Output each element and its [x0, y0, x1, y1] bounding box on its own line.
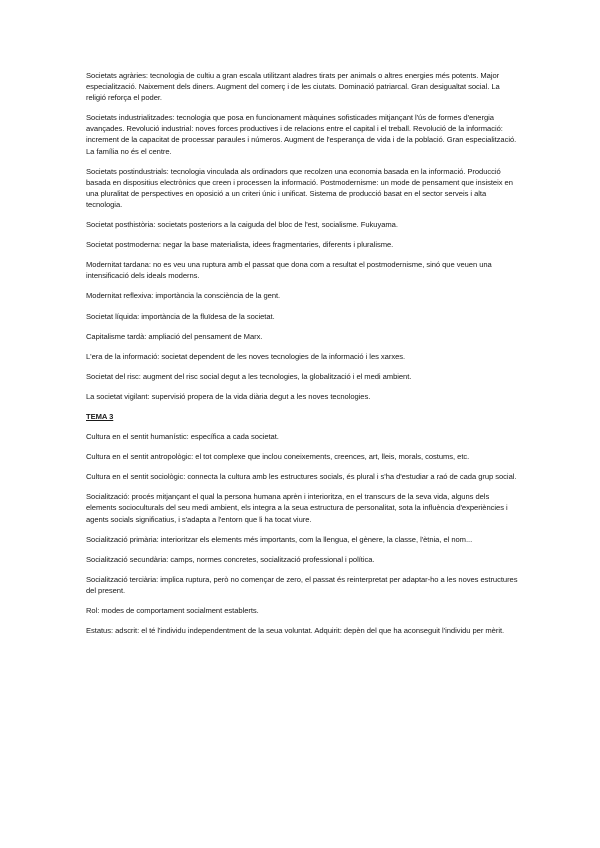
paragraph-societat-posthistoria: Societat posthistòria: societats posteriors a la caiguda del bloc de l'est, socialisme. Fukuyama.	[86, 220, 398, 230]
paragraph-rol: Rol: modes de comportament socialment establerts.	[86, 606, 259, 615]
paragraph-societat-vigilant: La societat vigilant: supervisió propera de la vida diària degut a les noves tecnologies.	[86, 391, 371, 401]
paragraph-socialitzacio: Socialització: procés mitjançant el qual la persona humana aprèn i interioritza, en el transcurs de la seva vida, alguns dels elements socioculturals del seu medi ambient, els integra a la seua estructura de personalitat, sota la influència d'experiències i agents socials significatius, i s'adapta a l'entorn que li ha tocat viure.	[86, 492, 508, 524]
paragraph-capitalisme-tarda: Capitalisme tardà: ampliació del pensament de Marx.	[86, 331, 263, 341]
document-body	[86, 70, 518, 645]
paragraph-estatus: Estatus: adscrit: el té l'individu independentment de la seua voluntat. Adquirit: depèn del que ha aconseguit l'individu per mèrit.	[86, 626, 505, 636]
paragraph-cultura-sociologic: Cultura en el sentit sociològic: connecta la cultura amb les estructures socials, és plural i s'ha d'estudiar a raó de cada grup social.	[86, 472, 517, 482]
paragraph-societat-liquida: Societat líquida: importància de la fluïdesa de la societat.	[86, 311, 275, 321]
paragraph-societats-postindustrials: Societats postindustrials: tecnologia vinculada als ordinadors que recolzen una economia basada en la informació. Producció basada en dispositius electrònics que creen i processen la informació. Postmodernisme: un mode de pensament que insisteix en una pluralitat de perspectives en oposició a un criteri únic i unificat. Sistema de producció basat en el sector serveis i alta tecnologia.	[86, 166, 513, 209]
paragraph-socialitzacio-primaria: Socialització primària: interioritzar els elements més importants, com la llengua, el gènere, la classe, l'ètnia, el nom...	[86, 534, 473, 544]
paragraph-societat-risc: Societat del risc: augment del risc social degut a les tecnologies, la globalització i el medi ambient.	[86, 371, 412, 381]
paragraph-modernitat-tardana: Modernitat tardana: no es veu una ruptura amb el passat que dona com a resultat el postmodernisme, sinó que veuen una intensificació dels ideals moderns.	[86, 260, 492, 281]
paragraph-cultura-humanistic: Cultura en el sentit humanístic: específica a cada societat.	[86, 432, 279, 442]
section-heading: TEMA 3	[86, 411, 114, 421]
paragraph-cultura-antropologic: Cultura en el sentit antropològic: el tot complexe que inclou coneixements, creences, art, lleis, morals, costums, etc.	[86, 452, 470, 462]
paragraph-societat-postmoderna: Societat postmoderna: negar la base materialista, idees fragmentaries, diferents i pluralisme.	[86, 240, 394, 250]
paragraph-era-informacio: L'era de la informació: societat dependent de les noves tecnologies de la informació i les xarxes.	[86, 351, 406, 361]
paragraph-societats-industrialitzades: Societats industrialitzades: tecnologia que posa en funcionament màquines sofisticades mitjançant l'ús de formes d'energia avançades. Revolució industrial: noves forces productives i de relacions entre el capital i el treball. Revolució de la informació: increment de la capacitat de processar paraules i números. Augment de l'esperança de vida i de la població. Gran especialització. La família no és el centre.	[86, 113, 517, 156]
paragraph-socialitzacio-terciaria: Socialització terciària: implica ruptura, però no començar de zero, el passat és reinterpretat per adaptar-ho a les noves estructures del present.	[86, 574, 518, 595]
paragraph-societats-agraries: Societats agràries: tecnologia de cultiu a gran escala utilitzant aladres tirats per animals o altres energies més potents. Major especialització. Naixement dels diners. Augment del comerç i de les ciutats. Dominació patriarcal. Gran desigualtat social. La religió reforça el poder.	[86, 71, 500, 103]
paragraph-modernitat-reflexiva: Modernitat reflexiva: importància la consciència de la gent.	[86, 291, 281, 301]
paragraph-socialitzacio-secundaria: Socialització secundària: camps, normes concretes, socialització professional i política.	[86, 554, 375, 564]
